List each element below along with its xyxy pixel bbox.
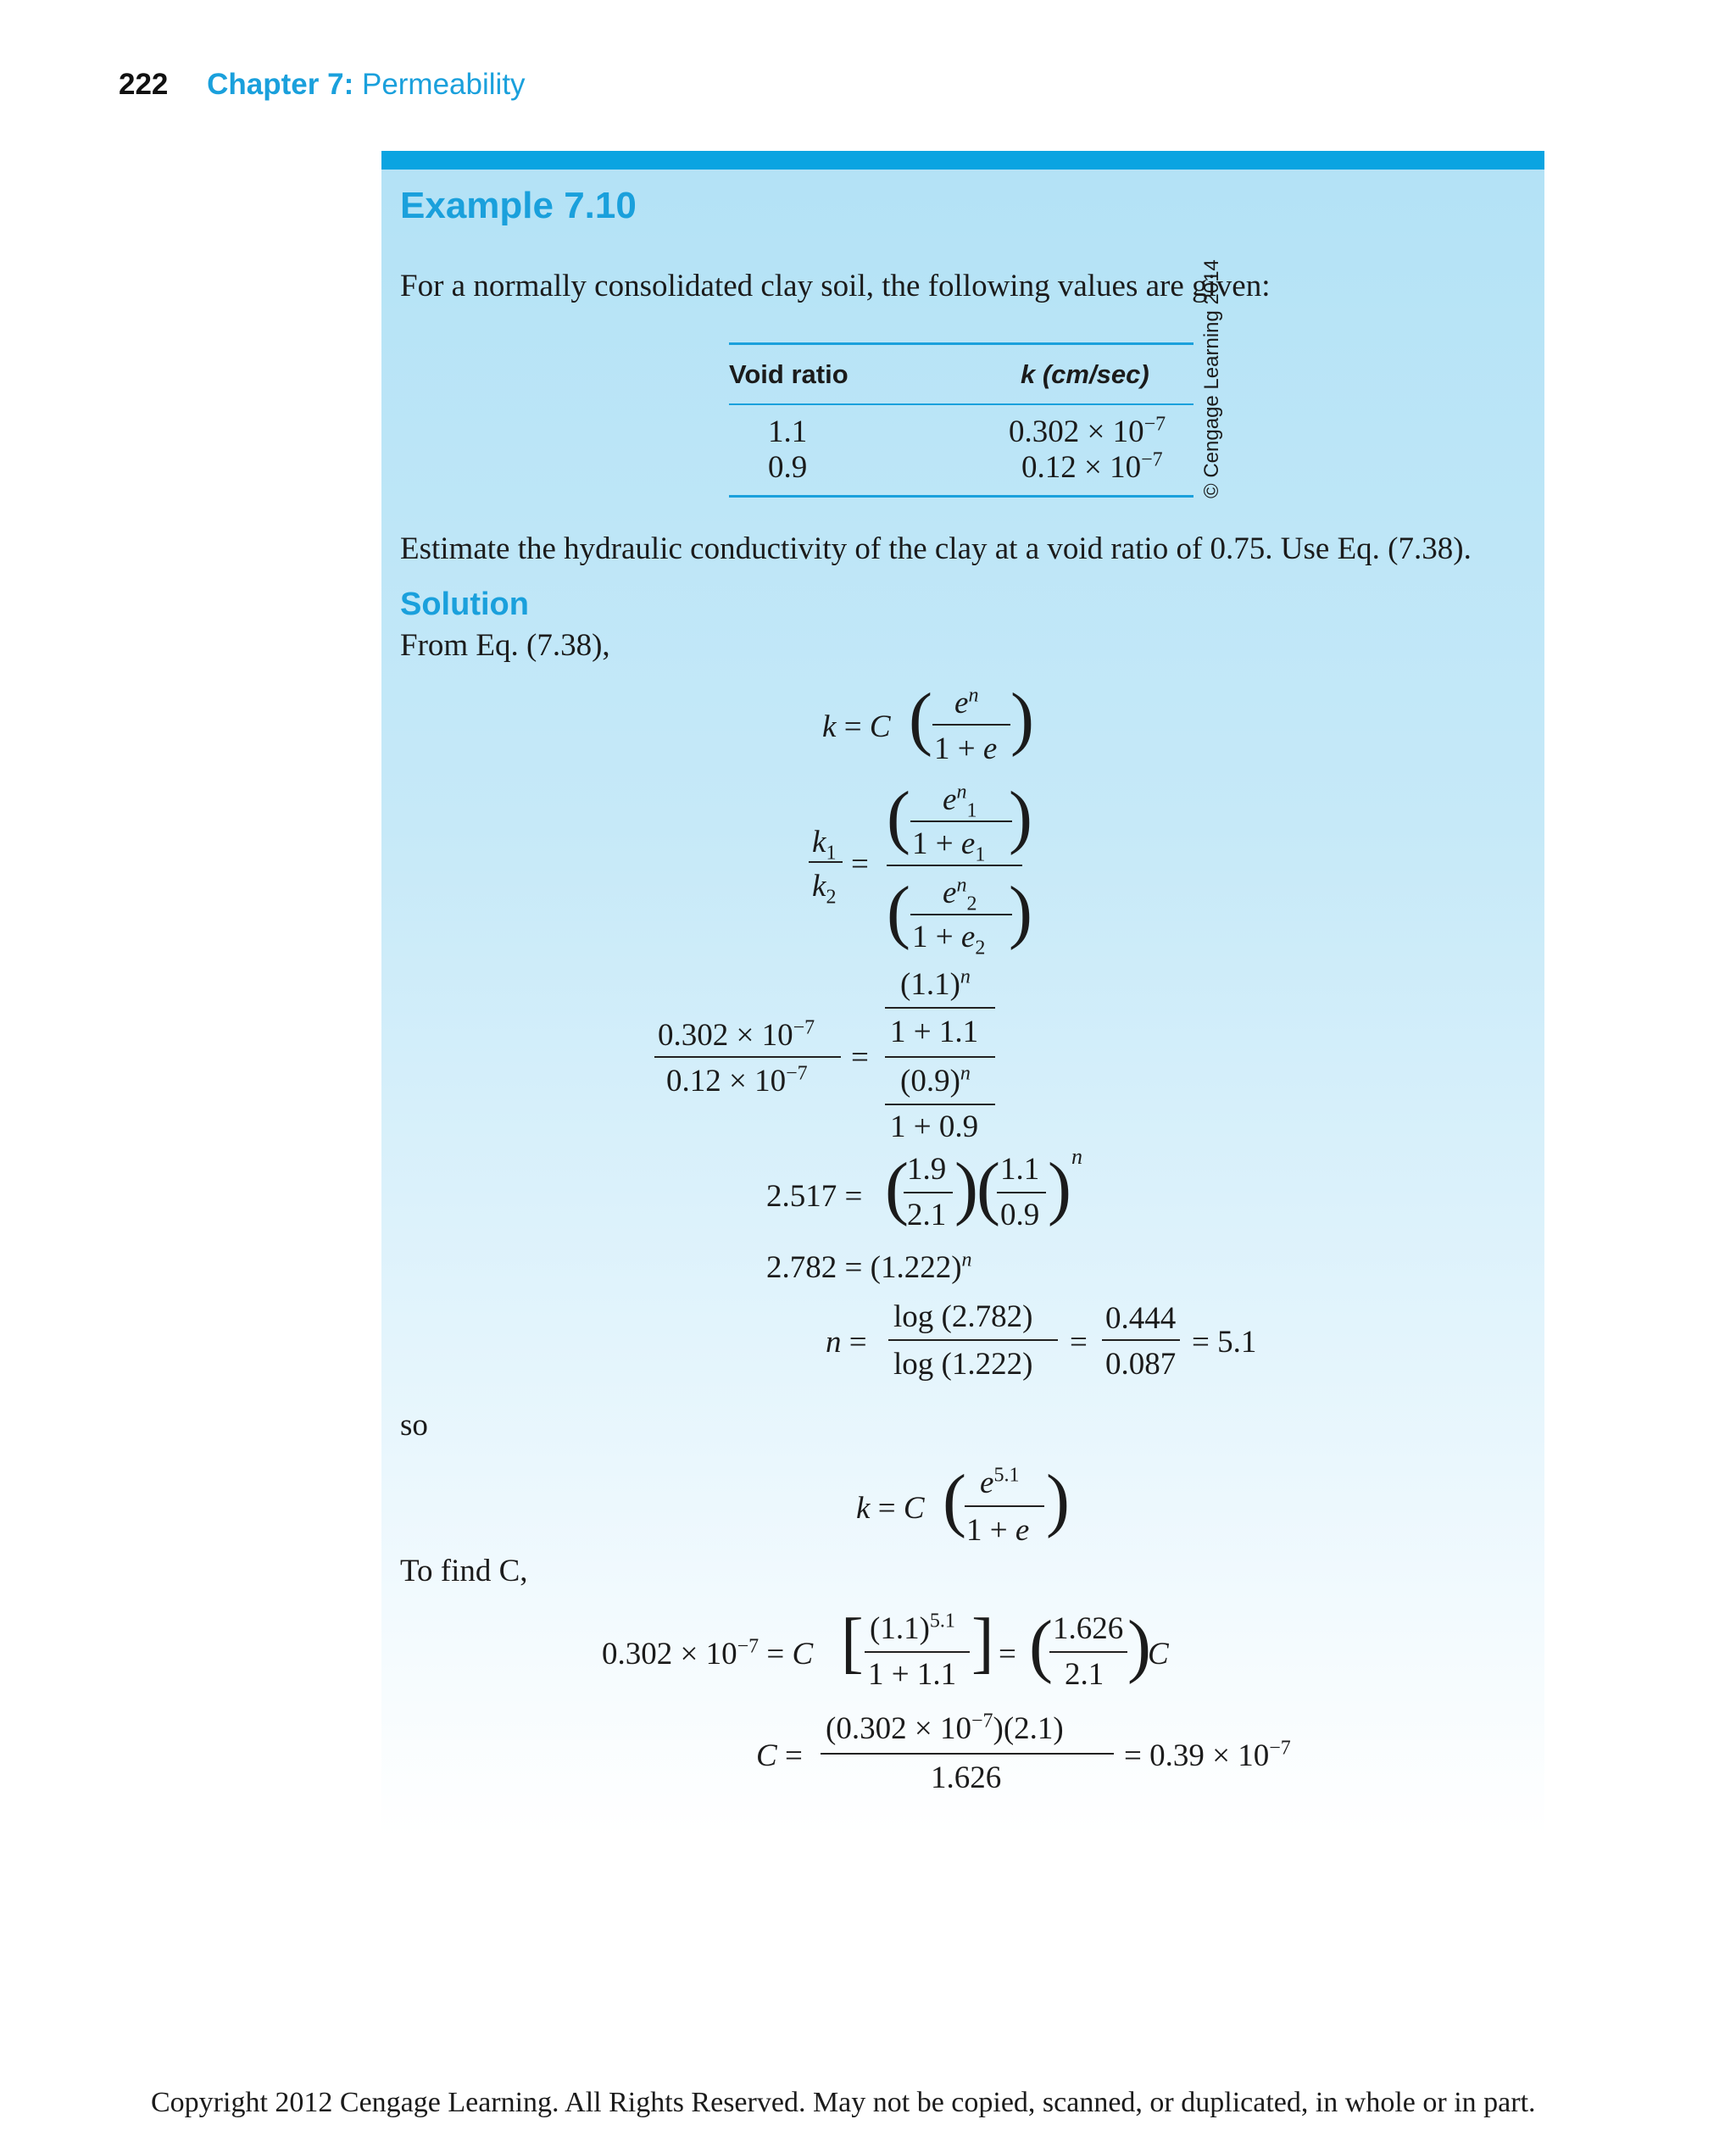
- page-number: 222: [119, 68, 169, 101]
- table-top-rule: [729, 342, 1194, 345]
- table-cell-k-1: $0.302 \times 10^{-7}$: [1009, 413, 1166, 449]
- eq7-left-paren: (: [943, 1460, 966, 1539]
- eq9-fraction-bar: [821, 1753, 1114, 1755]
- eq3-top-numerator: $(1.1)^n$: [900, 965, 971, 1002]
- eq4-frac1-bar: [904, 1192, 953, 1193]
- eq2-bottom-inner-bar: [910, 914, 1012, 915]
- table-header-void-ratio: Void ratio: [729, 359, 849, 389]
- eq3-lhs-denominator: $0.12 \times 10^{-7}$: [666, 1062, 808, 1099]
- eq8-fraction-bar: [865, 1651, 970, 1653]
- eq4-paren-2-left: (: [976, 1149, 1000, 1227]
- from-eq-text: From Eq. (7.38),: [400, 628, 610, 663]
- eq2-top-denominator: $1 + e_1$: [912, 826, 986, 866]
- eq7-right-paren: ): [1046, 1460, 1070, 1539]
- eq4-frac1-denominator: 2.1: [907, 1198, 947, 1232]
- eq6-frac1-denominator: log (1.222): [893, 1347, 1033, 1382]
- eq6-lhs: n =: [826, 1325, 867, 1360]
- example-box: [381, 151, 1544, 1838]
- eq3-bottom-inner-bar: [885, 1104, 995, 1105]
- eq3-lhs-bar: [654, 1056, 841, 1058]
- eq8-lhs: $0.302 \times 10^{-7} = C$: [602, 1635, 814, 1671]
- eq4-paren-1-left: (: [885, 1149, 909, 1227]
- eq5: $2.782 = (1.222)^n$: [766, 1249, 972, 1285]
- eq2-equals: =: [851, 847, 869, 882]
- eq2-bottom-right-paren: ): [1009, 872, 1032, 951]
- eq7-lhs: k = C: [856, 1491, 925, 1526]
- eq4-frac2-denominator: 0.9: [1000, 1198, 1040, 1232]
- eq8-numerator: $(1.1)^{5.1}$: [870, 1610, 955, 1646]
- example-question: Estimate the hydraulic conductivity of the clay at a void ratio of 0.75. Use Eq. (7.38).: [400, 531, 1472, 566]
- eq8-equals: =: [999, 1637, 1016, 1671]
- table-cell-void-ratio-1: 1.1: [768, 414, 808, 449]
- eq1-right-paren: ): [1010, 679, 1034, 758]
- eq7-fraction-bar: [965, 1505, 1044, 1507]
- eq3-lhs-numerator: $0.302 \times 10^{-7}$: [658, 1016, 815, 1053]
- eq9-lhs: C =: [756, 1738, 803, 1773]
- eq4-frac1-numerator: 1.9: [907, 1152, 947, 1187]
- eq2-k2: $k_2$: [812, 869, 837, 909]
- eq2-top-numerator: $e^n_1$: [943, 781, 977, 822]
- eq6-equals-2: =: [1070, 1325, 1088, 1360]
- eq3-top-inner-bar: [885, 1007, 995, 1009]
- eq4-lhs: 2.517 =: [766, 1179, 863, 1214]
- eq8-denominator: 1 + 1.1: [868, 1657, 957, 1692]
- eq2-bottom-left-paren: (: [887, 872, 910, 951]
- solution-label: Solution: [400, 587, 529, 622]
- eq3-equals: =: [851, 1040, 869, 1075]
- eq6-frac2-bar: [1102, 1339, 1180, 1341]
- eq8-paren-right: ): [1127, 1606, 1151, 1685]
- so-text: so: [400, 1408, 428, 1443]
- eq4-exponent: n: [1071, 1144, 1082, 1169]
- eq8-frac2-numerator: 1.626: [1053, 1611, 1124, 1646]
- eq6-result: = 5.1: [1192, 1325, 1257, 1360]
- eq9-denominator: 1.626: [931, 1760, 1002, 1795]
- eq4-paren-1-right: ): [954, 1149, 978, 1227]
- eq2-top-inner-bar: [910, 820, 1012, 822]
- copyright-footer: Copyright 2012 Cengage Learning. All Rights Reserved. May not be copied, scanned, or duplicated, in whole or in part.: [151, 2087, 1536, 2118]
- eq1-denominator: 1 + e: [934, 731, 998, 766]
- eq7-numerator: $e^{5.1}$: [980, 1464, 1020, 1500]
- eq6-frac2-denominator: 0.087: [1105, 1347, 1177, 1382]
- table-header-k: k (cm/sec): [1021, 359, 1149, 389]
- eq7-denominator: 1 + e: [966, 1513, 1030, 1548]
- eq9-result: = $0.39 \times 10^{-7}$: [1124, 1737, 1291, 1773]
- example-intro: For a normally consolidated clay soil, the following values are given:: [400, 269, 1271, 303]
- eq8-left-bracket: [: [841, 1605, 864, 1680]
- image-credit: © Cengage Learning 2014: [1200, 259, 1223, 498]
- eq8-c: C: [1148, 1637, 1169, 1671]
- eq8-frac2-bar: [1049, 1651, 1127, 1653]
- eq4-paren-2-right: ): [1048, 1149, 1071, 1227]
- eq2-top-right-paren: ): [1009, 777, 1032, 856]
- eq6-frac2-numerator: 0.444: [1105, 1301, 1177, 1336]
- eq8-paren-left: (: [1029, 1606, 1053, 1685]
- table-cell-void-ratio-2: 0.9: [768, 450, 808, 485]
- eq1-numerator: $e^n$: [954, 684, 979, 720]
- to-find-text: To find C,: [400, 1554, 528, 1588]
- eq3-main-bar: [885, 1056, 995, 1058]
- eq2-bottom-numerator: $e^n_2$: [943, 874, 977, 915]
- eq8-right-bracket: ]: [971, 1605, 994, 1680]
- eq2-bottom-denominator: $1 + e_2$: [912, 920, 986, 959]
- eq6-frac1-numerator: log (2.782): [893, 1299, 1033, 1334]
- running-header: [119, 70, 526, 99]
- example-title: Example 7.10: [400, 185, 637, 226]
- eq3-bottom-numerator: $(0.9)^n$: [900, 1062, 971, 1099]
- eq9-numerator: $(0.302 \times 10^{-7})(2.1)$: [826, 1710, 1064, 1746]
- table-header-rule: [729, 403, 1194, 405]
- eq1-left-paren: (: [909, 679, 932, 758]
- chapter-title: Permeability: [361, 68, 526, 101]
- table-bottom-rule: [729, 495, 1194, 498]
- eq1-fraction-bar: [932, 724, 1010, 726]
- eq2-main-bar: [887, 865, 1022, 866]
- chapter-label: Chapter 7:: [207, 68, 354, 101]
- eq3-top-denominator: 1 + 1.1: [890, 1015, 979, 1049]
- eq2-k1: $k_1$: [812, 825, 837, 865]
- eq4-frac2-bar: [997, 1192, 1046, 1193]
- table-cell-k-2: $0.12 \times 10^{-7}$: [1021, 448, 1163, 485]
- eq1-lhs: k = C: [822, 709, 891, 744]
- eq8-frac2-denominator: 2.1: [1065, 1657, 1104, 1692]
- eq3-bottom-denominator: 1 + 0.9: [890, 1110, 979, 1144]
- eq6-frac1-bar: [888, 1339, 1058, 1341]
- eq2-lhs-bar: [809, 861, 843, 863]
- example-top-bar: [381, 151, 1544, 170]
- eq4-frac2-numerator: 1.1: [1000, 1152, 1040, 1187]
- eq2-top-left-paren: (: [887, 777, 910, 856]
